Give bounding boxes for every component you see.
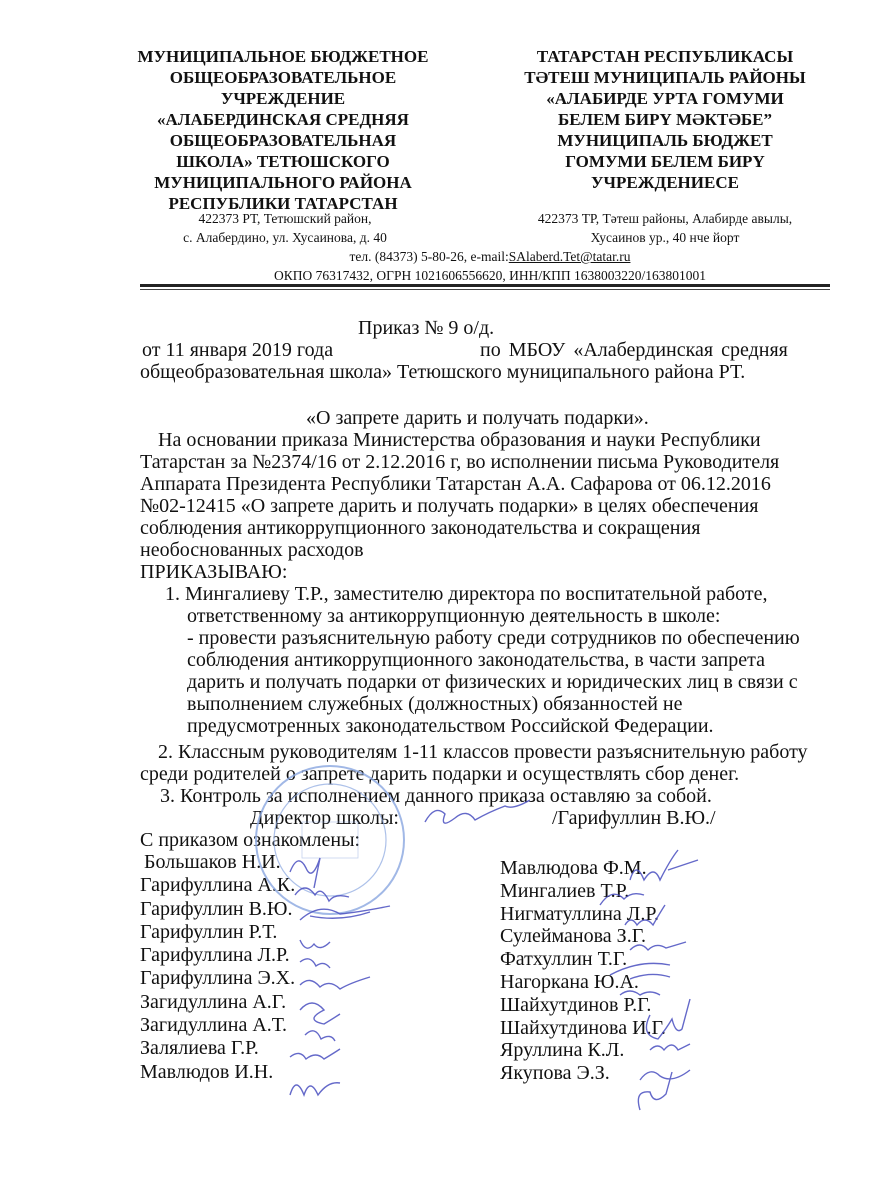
signature: [305, 1031, 335, 1041]
address-line: 422373 ТР, Тәтеш районы, Алабирде авылы,: [537, 211, 793, 226]
header-left-line: «АЛАБЕРДИНСКАЯ СРЕДНЯЯ: [157, 110, 409, 129]
item3-line: 3. Контроль за исполнением данного приказа оставляю за собой.: [160, 785, 712, 807]
header-right-line: ТӘТЕШ МУНИЦИПАЛЬ РАЙОНЫ: [524, 68, 806, 87]
header-left-line: МУНИЦИПАЛЬНОГО РАЙОНА: [154, 173, 412, 192]
preamble-line: Аппарата Президента Республики Татарстан А.А. Сафарова от 06.12.2016: [140, 473, 771, 495]
staff-name: Гарифуллин Р.Т.: [140, 920, 278, 943]
header-right-line: ГОМУМИ БЕЛЕМ БИРҮ: [565, 152, 765, 171]
signature: [300, 977, 370, 989]
preamble-line: соблюдения антикоррупционного законодательства и сокращения: [140, 517, 701, 539]
signature: [295, 888, 349, 901]
staff-list-right: [500, 857, 666, 1085]
item1-line: соблюдения антикоррупционного законодательства, в части запрета: [187, 649, 765, 671]
staff-list-left: [140, 851, 295, 1084]
director-label: Директор школы:: [250, 807, 399, 829]
staff-name: Нагоркана Ю.А.: [500, 970, 639, 993]
header-left-line: УЧРЕЖДЕНИЕ: [220, 89, 346, 108]
preamble-line: На основании приказа Министерства образования и науки Республики: [158, 429, 761, 451]
staff-name: Загидуллина А.Г.: [140, 990, 287, 1013]
item1-line: ответственному за антикоррупционную деятельность в школе:: [187, 605, 721, 627]
order-title: Приказ № 9 о/д.: [358, 317, 495, 339]
staff-name: Сулейманова З.Г.: [500, 925, 647, 948]
header-right-line: МУНИЦИПАЛЬ БЮДЖЕТ: [557, 131, 773, 150]
staff-name: Гарифуллина Э.Х.: [140, 967, 296, 990]
preamble-line: Татарстан за №2374/16 от 2.12.2016 г, во исполнении письма Руководителя: [140, 451, 780, 473]
header-right-line: БЕЛЕМ БИРҮ МӘКТӘБЕ”: [558, 110, 772, 129]
header-right-line: УЧРЕЖДЕНИЕСЕ: [591, 173, 739, 192]
left-address: [150, 209, 420, 247]
address-line: с. Алабердино, ул. Хусаинова, д. 40: [183, 230, 387, 245]
item1-line: предусмотренных законодательством Российской Федерации.: [187, 715, 714, 737]
director-name: /Гарифуллин В.Ю./: [552, 807, 716, 829]
header-left-line: ОБЩЕОБРАЗОВАТЕЛЬНАЯ: [169, 131, 397, 150]
contacts: [130, 247, 850, 266]
staff-name: Гарифуллин В.Ю.: [140, 897, 293, 920]
header-divider-thin: [140, 289, 830, 290]
staff-name: Яруллина К.Л.: [500, 1039, 625, 1062]
staff-name: Большаков Н.И.: [144, 851, 281, 873]
right-address: [515, 209, 815, 247]
order-date: от 11 января 2019 года: [142, 339, 334, 361]
order-command: ПРИКАЗЫВАЮ:: [140, 561, 288, 583]
signature: [300, 959, 330, 968]
staff-name: Шайхутдинов Р.Г.: [500, 993, 652, 1016]
header-left: [130, 46, 436, 214]
item2-line: среди родителей о запрете дарить подарки и осуществлять сбор денег.: [140, 763, 740, 785]
acknowledged-label: С приказом ознакомлены:: [140, 829, 361, 851]
preamble-line: №02-12415 «О запрете дарить и получать подарки» в целях обеспечения: [140, 495, 759, 517]
item1-line: 1. Мингалиеву Т.Р., заместителю директора по воспитательной работе,: [165, 583, 768, 605]
signature: [300, 940, 330, 948]
item2-line: 2. Классным руководителям 1-11 классов провести разъяснительную работу: [158, 741, 808, 763]
header-left-line: МУНИЦИПАЛЬНОЕ БЮДЖЕТНОЕ: [137, 47, 429, 66]
header-right: [505, 46, 825, 193]
staff-name: Мавлюдова Ф.М.: [500, 857, 647, 879]
item1-line: дарить и получать подарки от физических и юридических лиц в связи с: [187, 671, 798, 693]
header-left-line: РЕСПУБЛИКИ ТАТАРСТАН: [168, 194, 398, 213]
staff-name: Нигматуллина Л.Р.: [500, 902, 659, 925]
address-line: 422373 РТ, Тетюшский район,: [198, 211, 372, 226]
order-org: общеобразовательная школа» Тетюшского муниципального района РТ.: [140, 361, 746, 383]
staff-name: Шайхутдинова И.Г.: [500, 1016, 666, 1039]
staff-name: Мингалиев Т.Р.: [500, 879, 630, 902]
header-right-line: ТАТАРСТАН РЕСПУБЛИКАСЫ: [536, 47, 794, 66]
staff-name: Залялиева Г.Р.: [140, 1037, 259, 1060]
order-subject: «О запрете дарить и получать подарки».: [306, 407, 649, 429]
item1-line: выполнением служебных (должностных) обязанностей не: [187, 693, 683, 715]
item1-line: - провести разъяснительную работу среди сотрудников по обеспечению: [187, 627, 800, 649]
header-left-line: ШКОЛА» ТЕТЮШСКОГО: [176, 152, 390, 171]
order-org: по МБОУ «Алабердинская средняя: [480, 339, 788, 361]
signature: [290, 1083, 340, 1095]
staff-name: Гарифуллина А.К.: [140, 874, 296, 897]
staff-name: Мавлюдов И.Н.: [140, 1060, 274, 1083]
staff-name: Фатхуллин Т.Г.: [500, 948, 628, 971]
staff-name: Загидуллина А.Т.: [140, 1014, 288, 1037]
signature: [290, 1049, 340, 1059]
phone: тел. (84373) 5-80-26, e-mail:: [349, 249, 509, 264]
registry-codes: ОКПО 76317432, ОГРН 1021606556620, ИНН/КПП 1638003220/163801001: [274, 268, 706, 283]
address-line: Хусаинов ур., 40 нче йорт: [590, 230, 740, 245]
header-divider: [140, 284, 830, 287]
staff-name: Якупова Э.З.: [500, 1062, 610, 1085]
signature: [300, 1003, 340, 1024]
header-right-line: «АЛАБИРДЕ УРТА ГОМУМИ: [546, 89, 784, 108]
email-link[interactable]: SAlaberd.Tet@tatar.ru: [508, 249, 631, 264]
header-left-line: ОБЩЕОБРАЗОВАТЕЛЬНОЕ: [169, 68, 397, 87]
preamble-line: необоснованных расходов: [140, 539, 364, 561]
signature: [300, 906, 390, 920]
staff-name: Гарифуллина Л.Р.: [140, 944, 290, 967]
